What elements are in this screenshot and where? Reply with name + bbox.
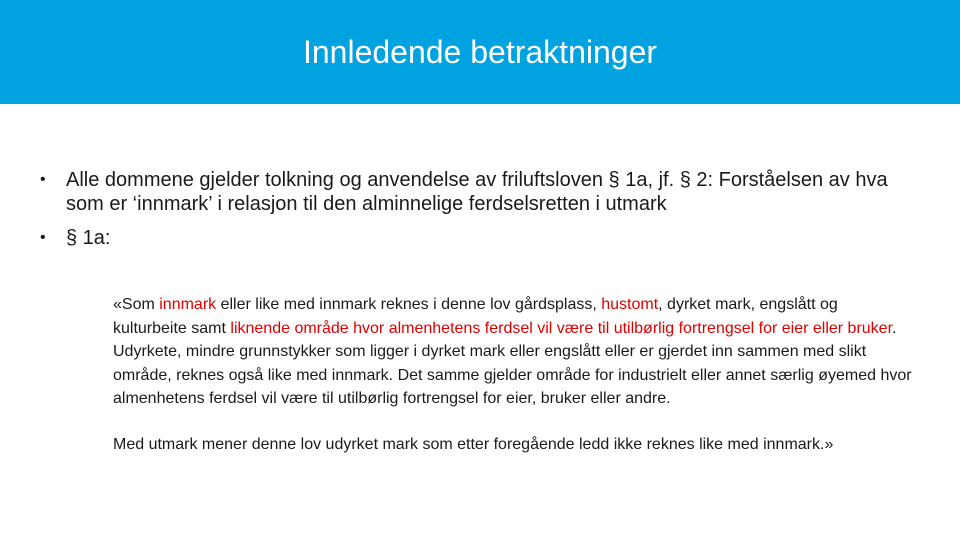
- highlighted-term: innmark: [159, 296, 217, 313]
- slide-title: Innledende betraktninger: [302, 34, 658, 70]
- highlighted-term: liknende område hvor almenhetens ferdsel vil være til utilbørlig fortrengsel for eier eller bruker: [230, 319, 893, 337]
- bullet-dot: •: [40, 229, 46, 246]
- bullet-text: § 1a:: [66, 227, 111, 249]
- bullet-item: [30, 168, 930, 216]
- slide-body: [30, 168, 930, 260]
- law-quote: [113, 293, 913, 457]
- quote-paragraph: Med utmark mener denne lov udyrket mark som etter foregående ledd ikke reknes like med innmark.»: [113, 435, 834, 453]
- quote-text: eller like med innmark reknes i denne lov gårdsplass,: [216, 296, 602, 313]
- quote-text: «Som: [113, 296, 160, 313]
- bullet-dot: •: [40, 171, 46, 188]
- title-bar: [0, 0, 960, 104]
- bullet-text: Alle dommene gjelder tolkning og anvendelse av friluftsloven § 1a, jf. § 2: Forståelsen av hva som er ‘innmark’ i relasjon til den alminnelige ferdselsretten i utmark: [66, 169, 888, 215]
- bullet-item: [30, 226, 930, 250]
- quote-text: , dyrket mark, engslått og kulturbeite samt: [113, 296, 838, 337]
- highlighted-term: hustomt: [601, 296, 659, 313]
- quote-text: . Udyrkete, mindre grunnstykker som ligger i dyrket mark eller engslått eller er gjerdet inn sammen med slikt område, reknes også like med innmark. Det samme gjelder område for industrielt eller annet særlig øyemed hvor almenhetens ferdsel vil være til utilbørlig fortrengsel for eier, bruker eller andre.: [113, 319, 912, 408]
- quote-paragraph: [113, 293, 913, 411]
